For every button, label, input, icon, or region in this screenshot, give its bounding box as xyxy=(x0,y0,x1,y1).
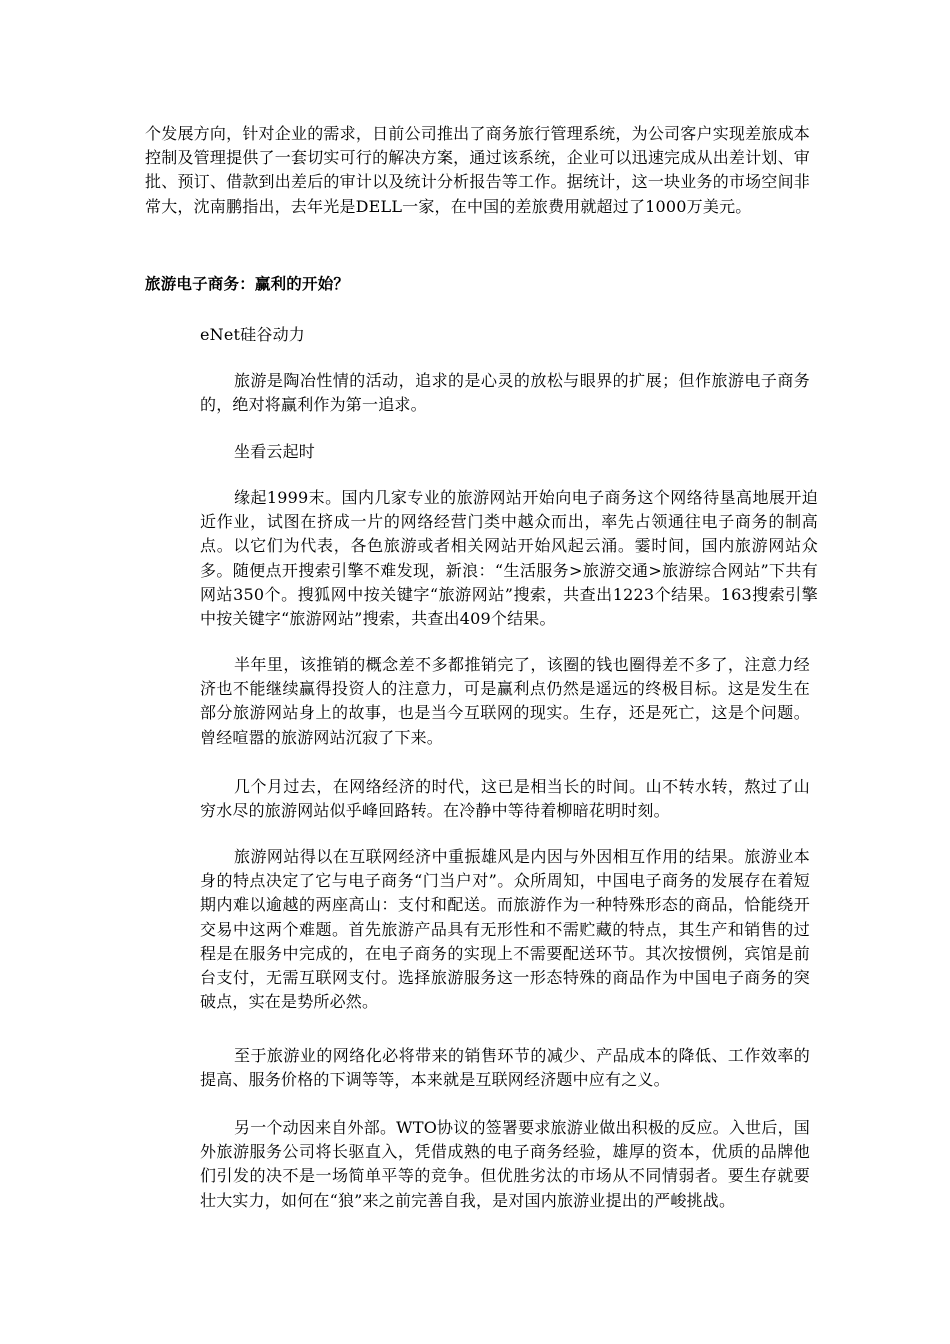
source-line: eNet硅谷动力 xyxy=(200,325,305,344)
intro-paragraph: 个发展方向，针对企业的需求，日前公司推出了商务旅行管理系统，为公司客户实现差旅成本控制及管理提供了一套切实可行的解决方案，通过该系统，企业可以迅速完成从出差计划、审批、预订、借款到出差后的审计以及统计分析报告等工作。据统计，这一块业务的市场空间非常大，沈南鹏指出，去年光是DELL一家，在中国的差旅费用就超过了1000万美元。 xyxy=(145,124,810,216)
paragraph-1: 缘起1999末。国内几家专业的旅游网站开始向电子商务这个网络待垦高地展开迫近作业，试图在挤成一片的网络经营门类中越众而出，率先占领通往电子商务的制高点。以它们为代表，各色旅游或者相关网站开始风起云涌。霎时间，国内旅游网站众多。随便点开搜索引擎不难发现，新浪：“生活服务>旅游交通>旅游综合网站”下共有网站350个。搜狐网中按关键字“旅游网站”搜索，共查出1223个结果。163搜索引擎中按关键字“旅游网站”搜索，共查出409个结果。 xyxy=(200,488,818,629)
paragraph-2: 半年里，该推销的概念差不多都推销完了，该圈的钱也圈得差不多了，注意力经济也不能继续赢得投资人的注意力，可是赢利点仍然是遥远的终极目标。这是发生在部分旅游网站身上的故事，也是当今互联网的现实。生存，还是死亡，这是个问题。曾经喧嚣的旅游网站沉寂了下来。 xyxy=(200,655,810,747)
paragraph-4: 旅游网站得以在互联网经济中重振雄风是内因与外因相互作用的结果。旅游业本身的特点决定了它与电子商务“门当户对”。众所周知，中国电子商务的发展存在着短期内难以逾越的两座高山：支付和配送。而旅游作为一种特殊形态的商品，恰能绕开交易中这两个难题。首先旅游产品具有无形性和不需贮藏的特点，其生产和销售的过程是在服务中完成的，在电子商务的实现上不需要配送环节。其次按惯例，宾馆是前台支付，无需互联网支付。选择旅游服务这一形态特殊的商品作为中国电子商务的突破点，实在是势所必然。 xyxy=(200,847,810,1012)
paragraph-5: 至于旅游业的网络化必将带来的销售环节的减少、产品成本的降低、工作效率的提高、服务价格的下调等等，本来就是互联网经济题中应有之义。 xyxy=(200,1046,810,1090)
paragraph-6: 另一个动因来自外部。WTO协议的签署要求旅游业做出积极的反应。入世后，国外旅游服务公司将长驱直入，凭借成熟的电子商务经验，雄厚的资本，优质的品牌他们引发的决不是一场简单平等的竞争。但优胜劣汰的市场从不同情弱者。要生存就要壮大实力，如何在“狼”来之前完善自我，是对国内旅游业提出的严峻挑战。 xyxy=(200,1118,810,1210)
paragraph-3: 几个月过去，在网络经济的时代，这已是相当长的时间。山不转水转，熬过了山穷水尽的旅游网站似乎峰回路转。在冷静中等待着柳暗花明时刻。 xyxy=(200,777,810,821)
section-heading: 旅游电子商务：赢利的开始？ xyxy=(145,275,350,293)
subheading: 坐看云起时 xyxy=(234,442,316,461)
lead-paragraph: 旅游是陶冶性情的活动，追求的是心灵的放松与眼界的扩展；但作旅游电子商务的，绝对将赢利作为第一追求。 xyxy=(200,371,810,415)
